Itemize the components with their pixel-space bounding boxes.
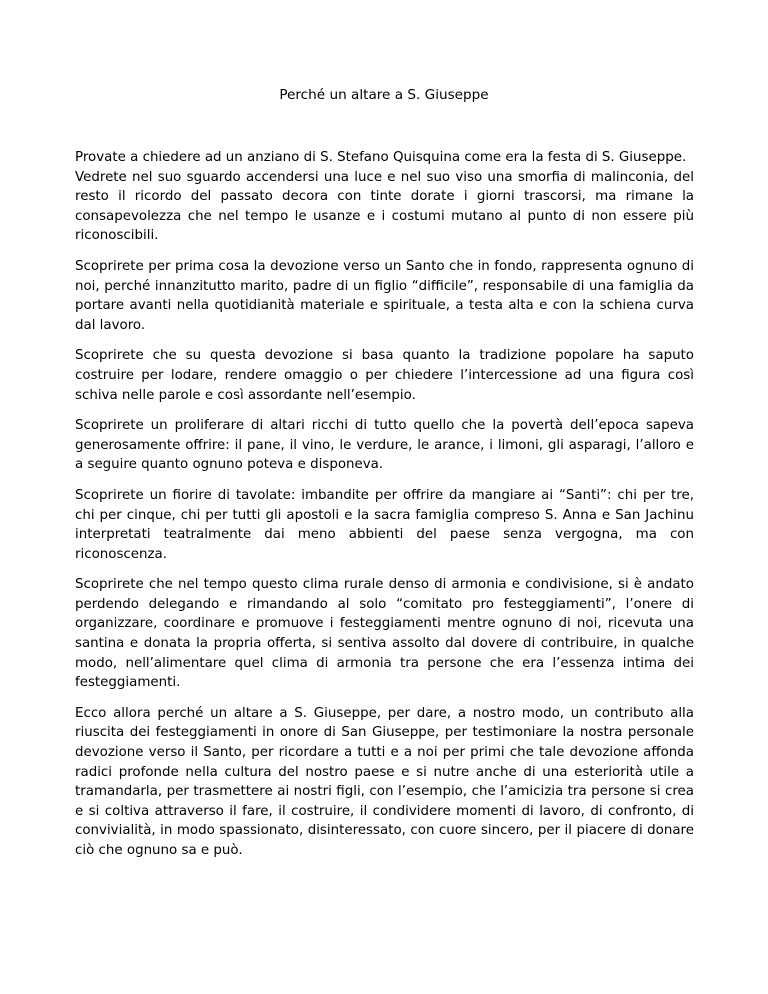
paragraph-line: Provate a chiedere ad un anziano di S. Stefano Quisquina come era la festa di S. Giuseppe. <box>75 150 687 165</box>
paragraph-line: Ecco allora perché un altare a S. Giuseppe, per dare, a nostro modo, un contributo alla riuscita dei festeggiamenti in onore di San Giuseppe, per testimoniare la nostra personale devozione verso il Santo, per ricordare a tutti e a noi per primi che tale devozione affonda radici profonde nella cultura del nostro paese e si nutre anche di una esteriorità utile a tramandarla, per trasmettere ai nostri figli, con l’esempio, che l’amicizia tra persone si crea e si coltiva attraverso il fare, il costruire, il condividere momenti di lavoro, di confronto, di convivialità, in modo spassionato, disinteressato, con cuore sincero, per il piacere di donare ciò che ognuno sa e può. <box>75 705 694 858</box>
paragraph-1 <box>75 148 694 246</box>
paragraph-line: Scoprirete che su questa devozione si basa quanto la tradizione popolare ha saputo costruire per lodare, rendere omaggio o per chiedere l’intercessione ad una figura così schiva nelle parole e così assordante nell’esempio. <box>75 348 694 403</box>
paragraph-5 <box>75 486 694 564</box>
paragraph-line: Scoprirete per prima cosa la devozione verso un Santo che in fondo, rappresenta ognuno di noi, perché innanzitutto marito, padre di un figlio “difficile”, responsabile di una famiglia da portare avanti nella quotidianità materiale e spirituale, a testa alta e con la schiena curva dal lavoro. <box>75 258 694 333</box>
paragraph-4 <box>75 416 694 475</box>
paragraph-line: Scoprirete un proliferare di altari ricchi di tutto quello che la povertà dell’epoca sapeva generosamente offrire: il pane, il vino, le verdure, le arance, i limoni, gli asparagi, l’alloro e a seguire quanto ognuno poteva e disponeva. <box>75 418 694 473</box>
paragraph-line: Scoprirete un fiorire di tavolate: imbandite per offrire da mangiare ai “Santi”: chi per tre, chi per cinque, chi per tutti gli apostoli e la sacra famiglia compreso S. Anna e San Jachinu interpretati teatralmente dai meno abbienti del paese senza vergogna, ma con riconoscenza. <box>75 487 694 562</box>
paragraph-7 <box>75 704 694 861</box>
document-title: Perché un altare a S. Giuseppe <box>279 87 489 103</box>
document-body <box>75 148 694 872</box>
paragraph-3 <box>75 346 694 405</box>
paragraph-line: Vedrete nel suo sguardo accendersi una luce e nel suo viso una smorfia di malinconia, del resto il ricordo del passato decora con tinte dorate i giorni trascorsi, ma rimane la consapevolezza che nel tempo le usanze e i costumi mutano al punto di non essere più riconoscibili. <box>75 169 694 244</box>
paragraph-line: Scoprirete che nel tempo questo clima rurale denso di armonia e condivisione, si è andato perdendo delegando e rimandando al solo “comitato pro festeggiamenti”, l’onere di organizzare, coordinare e promuove i festeggiamenti mentre ognuno di noi, ricevuta una santina e donata la propria offerta, si sentiva assolto dal dovere di contribuire, in qualche modo, nell’alimentare quel clima di armonia tra persone che era l’essenza intima dei festeggiamenti. <box>75 577 694 691</box>
paragraph-6 <box>75 575 694 693</box>
paragraph-2 <box>75 257 694 335</box>
